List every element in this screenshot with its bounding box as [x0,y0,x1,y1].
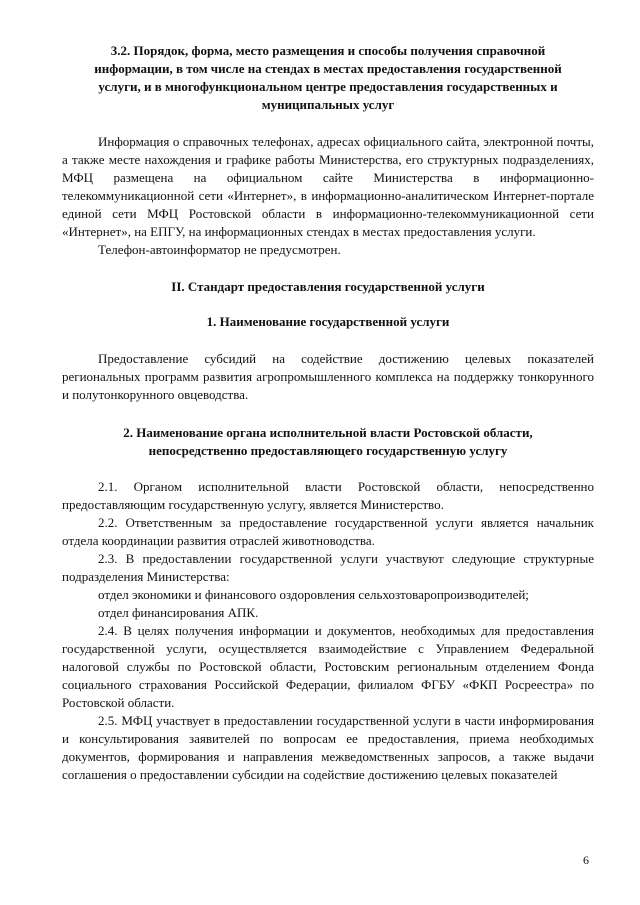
paragraph-2-5: 2.5. МФЦ участвует в предоставлении государственной услуги в части информирования и консультирования заявителей по вопросам ее предоставления, приема необходимых документов, формирования и направления межведомственных запросов, а также выдачи соглашения о предоставлении субсидии на содействие достижению целевых показателей [62,713,594,782]
paragraph-2-1: 2.1. Органом исполнительной власти Ростовской области, непосредственно предоставляющим государственную услугу, является Министерство. [62,479,594,512]
section-3-2-heading: 3.2. Порядок, форма, место размещения и способы получения справочной информации, в том числе на стендах в местах предоставления государственной услуги, и в многофункциональном центре предоставления государственных и муниципальных услуг [94,43,562,112]
page-number: 6 [583,853,589,867]
section-3-2-paragraph-phone: Телефон-автоинформатор не предусмотрен. [98,242,341,257]
section-II-heading: II. Стандарт предоставления государственной услуги [171,279,485,294]
paragraph-2-4: 2.4. В целях получения информации и документов, необходимых для предоставления государственной услуги, осуществляется взаимодействие с Управлением Федеральной налоговой службы по Ростовской области, Ростовским региональным отделением Фонда социального страхования Российской Федерации, филиалом ФГБУ «ФКП Росреестра» по Ростовской области. [62,623,594,710]
paragraph-2-3-item-finance: отдел финансирования АПК. [98,605,259,620]
section-2-heading: 2. Наименование органа исполнительной власти Ростовской области, непосредственно предоставляющего государственную услугу [123,425,533,458]
section-1-heading: 1. Наименование государственной услуги [206,314,450,329]
document-page [62,42,594,784]
section-3-2-paragraph-info: Информация о справочных телефонах, адресах официального сайта, электронной почты, а также месте нахождения и графике работы Министерства, его структурных подразделениях, МФЦ размещена на официальном сайте Министерства в информационно-телекоммуникационной сети «Интернет», в информационно-аналитическом Интернет-портале единой сети МФЦ Ростовской области в информационно-телекоммуникационной сети «Интернет», на ЕПГУ, на информационных стендах в местах предоставления услуги. [62,134,594,239]
paragraph-2-2: 2.2. Ответственным за предоставление государственной услуги является начальник отдела координации развития отраслей животноводства. [62,515,594,548]
section-1-paragraph: Предоставление субсидий на содействие достижению целевых показателей региональных программ развития агропромышленного комплекса на поддержку тонкорунного и полутонкорунного овцеводства. [62,351,594,402]
paragraph-2-3-item-economics: отдел экономики и финансового оздоровления сельхозтоваропроизводителей; [98,587,529,602]
paragraph-2-3: 2.3. В предоставлении государственной услуги участвуют следующие структурные подразделения Министерства: [62,551,594,584]
